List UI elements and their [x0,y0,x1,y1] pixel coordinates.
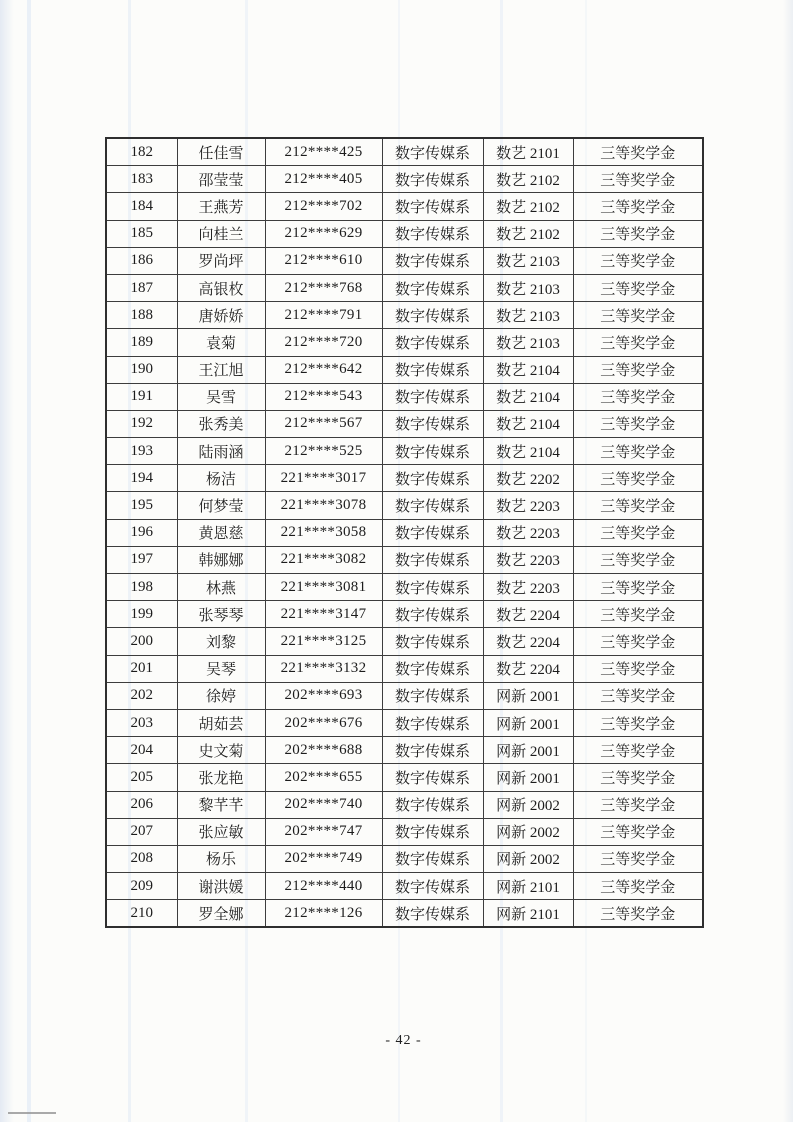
cell-student-name: 刘黎 [177,628,265,655]
cell-department: 数字传媒系 [382,791,483,818]
cell-award-level: 三等奖学金 [573,900,703,928]
cell-serial-number: 182 [106,138,177,166]
cell-student-id: 221****3017 [265,465,382,492]
cell-class-name: 网新 2001 [483,764,573,791]
cell-class-name: 数艺 2204 [483,655,573,682]
scan-edge-left [0,0,14,1122]
cell-serial-number: 207 [106,818,177,845]
cell-class-name: 数艺 2104 [483,383,573,410]
cell-student-id: 221****3082 [265,546,382,573]
cell-class-name: 网新 2101 [483,900,573,928]
cell-serial-number: 196 [106,519,177,546]
cell-serial-number: 203 [106,709,177,736]
cell-award-level: 三等奖学金 [573,247,703,274]
cell-department: 数字传媒系 [382,519,483,546]
cell-serial-number: 204 [106,737,177,764]
cell-class-name: 数艺 2103 [483,247,573,274]
cell-class-name: 数艺 2203 [483,546,573,573]
table-row [106,492,703,519]
cell-student-id: 221****3125 [265,628,382,655]
cell-department: 数字传媒系 [382,302,483,329]
cell-award-level: 三等奖学金 [573,519,703,546]
cell-student-name: 杨洁 [177,465,265,492]
cell-department: 数字传媒系 [382,682,483,709]
cell-student-name: 张秀美 [177,410,265,437]
cell-serial-number: 205 [106,764,177,791]
cell-class-name: 网新 2001 [483,682,573,709]
cell-department: 数字传媒系 [382,845,483,872]
cell-student-id: 212****791 [265,302,382,329]
cell-serial-number: 191 [106,383,177,410]
page-number: - 42 - [385,1033,422,1048]
cell-class-name: 数艺 2102 [483,220,573,247]
cell-class-name: 数艺 2203 [483,574,573,601]
cell-student-name: 吴雪 [177,383,265,410]
cell-award-level: 三等奖学金 [573,574,703,601]
cell-award-level: 三等奖学金 [573,492,703,519]
cell-award-level: 三等奖学金 [573,737,703,764]
cell-student-name: 王江旭 [177,356,265,383]
cell-student-name: 黄恩慈 [177,519,265,546]
cell-award-level: 三等奖学金 [573,329,703,356]
table-row [106,247,703,274]
cell-class-name: 网新 2002 [483,791,573,818]
cell-student-id: 212****629 [265,220,382,247]
cell-award-level: 三等奖学金 [573,274,703,301]
cell-student-name: 林燕 [177,574,265,601]
cell-department: 数字传媒系 [382,655,483,682]
table-row [106,709,703,736]
table-row [106,465,703,492]
cell-class-name: 数艺 2101 [483,138,573,166]
table-row [106,383,703,410]
cell-student-name: 陆雨涵 [177,438,265,465]
cell-serial-number: 197 [106,546,177,573]
cell-class-name: 网新 2002 [483,845,573,872]
cell-serial-number: 189 [106,329,177,356]
cell-department: 数字传媒系 [382,138,483,166]
scholarship-table-body [106,138,703,927]
cell-award-level: 三等奖学金 [573,166,703,193]
cell-student-id: 202****747 [265,818,382,845]
cell-student-name: 邵莹莹 [177,166,265,193]
cell-department: 数字传媒系 [382,166,483,193]
cell-student-name: 向桂兰 [177,220,265,247]
cell-department: 数字传媒系 [382,492,483,519]
cell-serial-number: 206 [106,791,177,818]
cell-student-name: 胡茹芸 [177,709,265,736]
cell-award-level: 三等奖学金 [573,601,703,628]
cell-serial-number: 183 [106,166,177,193]
cell-student-name: 何梦莹 [177,492,265,519]
scan-streak [27,0,31,1122]
cell-department: 数字传媒系 [382,601,483,628]
cell-award-level: 三等奖学金 [573,356,703,383]
cell-class-name: 数艺 2102 [483,166,573,193]
cell-department: 数字传媒系 [382,274,483,301]
scholarship-table [105,137,704,928]
cell-student-id: 202****749 [265,845,382,872]
table-row [106,818,703,845]
cell-student-id: 212****425 [265,138,382,166]
table-row [106,274,703,301]
table-row [106,791,703,818]
table-row [106,138,703,166]
cell-student-name: 张应敏 [177,818,265,845]
cell-student-id: 212****642 [265,356,382,383]
cell-serial-number: 210 [106,900,177,928]
cell-student-id: 212****405 [265,166,382,193]
cell-department: 数字传媒系 [382,193,483,220]
cell-student-id: 221****3147 [265,601,382,628]
cell-serial-number: 185 [106,220,177,247]
cell-class-name: 数艺 2202 [483,465,573,492]
cell-department: 数字传媒系 [382,873,483,900]
cell-student-id: 212****543 [265,383,382,410]
cell-class-name: 数艺 2203 [483,519,573,546]
cell-serial-number: 188 [106,302,177,329]
cell-student-id: 221****3078 [265,492,382,519]
cell-student-name: 任佳雪 [177,138,265,166]
cell-class-name: 数艺 2103 [483,329,573,356]
cell-student-id: 202****688 [265,737,382,764]
cell-award-level: 三等奖学金 [573,383,703,410]
cell-award-level: 三等奖学金 [573,465,703,492]
cell-class-name: 数艺 2204 [483,601,573,628]
table-row [106,574,703,601]
cell-department: 数字传媒系 [382,465,483,492]
table-row [106,737,703,764]
cell-student-id: 221****3081 [265,574,382,601]
cell-class-name: 数艺 2103 [483,274,573,301]
cell-award-level: 三等奖学金 [573,438,703,465]
cell-student-id: 221****3132 [265,655,382,682]
cell-award-level: 三等奖学金 [573,628,703,655]
cell-class-name: 网新 2101 [483,873,573,900]
scan-artifact-line [8,1112,56,1114]
cell-serial-number: 184 [106,193,177,220]
cell-serial-number: 193 [106,438,177,465]
cell-student-id: 212****702 [265,193,382,220]
cell-department: 数字传媒系 [382,574,483,601]
table-row [106,845,703,872]
cell-department: 数字传媒系 [382,410,483,437]
cell-award-level: 三等奖学金 [573,818,703,845]
cell-serial-number: 186 [106,247,177,274]
cell-department: 数字传媒系 [382,247,483,274]
cell-award-level: 三等奖学金 [573,546,703,573]
cell-serial-number: 190 [106,356,177,383]
cell-student-id: 212****720 [265,329,382,356]
cell-award-level: 三等奖学金 [573,845,703,872]
cell-serial-number: 195 [106,492,177,519]
cell-award-level: 三等奖学金 [573,791,703,818]
cell-award-level: 三等奖学金 [573,138,703,166]
cell-department: 数字传媒系 [382,383,483,410]
table-row [106,356,703,383]
cell-student-name: 杨乐 [177,845,265,872]
cell-class-name: 数艺 2104 [483,410,573,437]
cell-department: 数字传媒系 [382,220,483,247]
cell-student-id: 202****693 [265,682,382,709]
cell-department: 数字传媒系 [382,546,483,573]
cell-student-name: 王燕芳 [177,193,265,220]
cell-student-name: 唐娇娇 [177,302,265,329]
cell-student-id: 212****525 [265,438,382,465]
table-row [106,682,703,709]
cell-department: 数字传媒系 [382,818,483,845]
table-row [106,655,703,682]
cell-award-level: 三等奖学金 [573,302,703,329]
cell-student-id: 212****610 [265,247,382,274]
cell-department: 数字传媒系 [382,900,483,928]
cell-award-level: 三等奖学金 [573,873,703,900]
cell-department: 数字传媒系 [382,628,483,655]
cell-class-name: 数艺 2204 [483,628,573,655]
cell-serial-number: 209 [106,873,177,900]
cell-serial-number: 198 [106,574,177,601]
cell-department: 数字传媒系 [382,737,483,764]
cell-serial-number: 199 [106,601,177,628]
cell-award-level: 三等奖学金 [573,193,703,220]
cell-award-level: 三等奖学金 [573,682,703,709]
table-row [106,193,703,220]
cell-award-level: 三等奖学金 [573,655,703,682]
cell-award-level: 三等奖学金 [573,709,703,736]
cell-class-name: 数艺 2102 [483,193,573,220]
cell-serial-number: 201 [106,655,177,682]
table-row [106,519,703,546]
cell-student-id: 202****676 [265,709,382,736]
cell-department: 数字传媒系 [382,764,483,791]
cell-student-name: 徐婷 [177,682,265,709]
cell-student-id: 212****768 [265,274,382,301]
cell-student-name: 袁菊 [177,329,265,356]
cell-serial-number: 200 [106,628,177,655]
cell-student-name: 吴琴 [177,655,265,682]
cell-class-name: 数艺 2103 [483,302,573,329]
cell-student-name: 史文菊 [177,737,265,764]
table-row [106,764,703,791]
cell-department: 数字传媒系 [382,709,483,736]
table-row [106,628,703,655]
cell-award-level: 三等奖学金 [573,410,703,437]
cell-serial-number: 187 [106,274,177,301]
cell-class-name: 数艺 2104 [483,356,573,383]
cell-award-level: 三等奖学金 [573,220,703,247]
cell-student-name: 黎芊芊 [177,791,265,818]
table-row [106,329,703,356]
table-row [106,302,703,329]
cell-department: 数字传媒系 [382,438,483,465]
table-row [106,166,703,193]
cell-serial-number: 194 [106,465,177,492]
table-row [106,410,703,437]
cell-student-id: 212****126 [265,900,382,928]
cell-student-name: 罗尚坪 [177,247,265,274]
table-row [106,220,703,247]
cell-serial-number: 208 [106,845,177,872]
table-row [106,873,703,900]
cell-class-name: 网新 2001 [483,709,573,736]
table-row [106,546,703,573]
cell-department: 数字传媒系 [382,329,483,356]
scan-edge-right [783,0,793,1122]
cell-class-name: 数艺 2203 [483,492,573,519]
cell-student-id: 202****740 [265,791,382,818]
cell-class-name: 网新 2001 [483,737,573,764]
table-row [106,601,703,628]
table-row [106,900,703,928]
cell-award-level: 三等奖学金 [573,764,703,791]
table-row [106,438,703,465]
cell-student-id: 202****655 [265,764,382,791]
cell-student-id: 221****3058 [265,519,382,546]
cell-student-name: 张龙艳 [177,764,265,791]
cell-class-name: 网新 2002 [483,818,573,845]
cell-student-id: 212****440 [265,873,382,900]
cell-serial-number: 192 [106,410,177,437]
cell-student-name: 罗全娜 [177,900,265,928]
cell-student-name: 高银枚 [177,274,265,301]
cell-serial-number: 202 [106,682,177,709]
cell-student-name: 张琴琴 [177,601,265,628]
cell-class-name: 数艺 2104 [483,438,573,465]
cell-student-name: 谢洪媛 [177,873,265,900]
cell-student-id: 212****567 [265,410,382,437]
cell-student-name: 韩娜娜 [177,546,265,573]
cell-department: 数字传媒系 [382,356,483,383]
